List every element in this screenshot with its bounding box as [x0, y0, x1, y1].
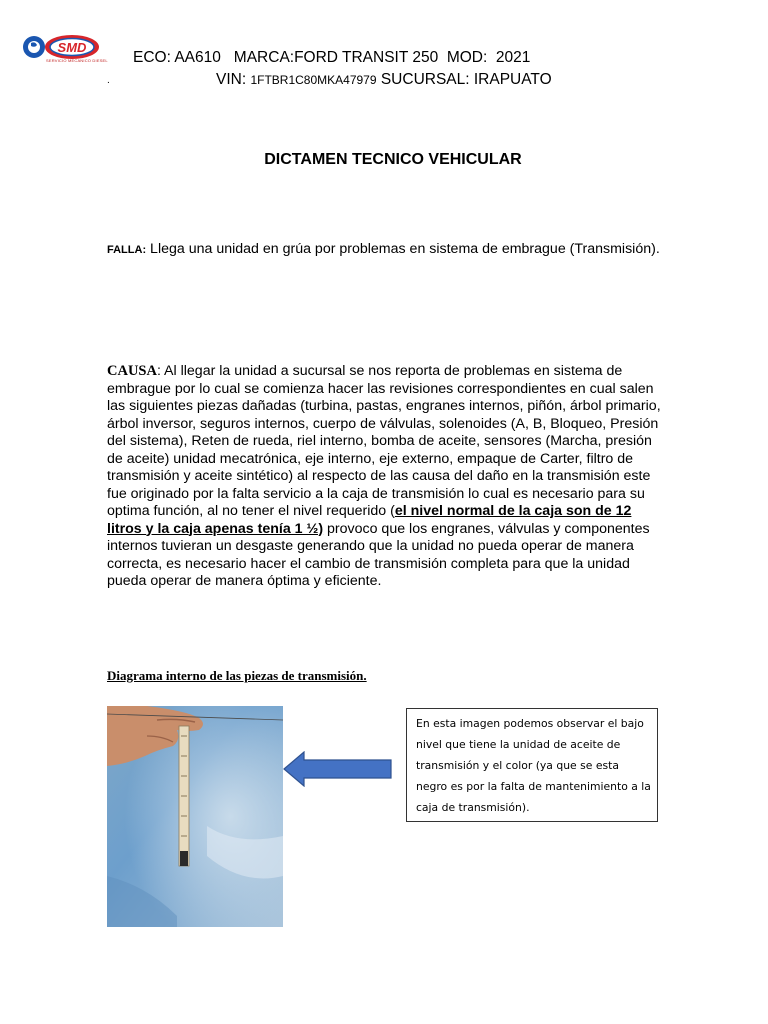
- falla-label: FALLA:: [107, 244, 147, 256]
- causa-text-after: provoco que los engranes, válvulas y componentes internos tuvieran un desgaste generando que la unidad no pueda operar de manera correcta, es necesario hacer el cambio de transmisión completa para que la unidad pueda operar de manera óptima y eficiente.: [107, 520, 650, 589]
- sucursal-text: SUCURSAL: IRAPUATO: [376, 71, 552, 88]
- causa-text-before: : Al llegar la unidad a sucursal se nos reporta de problemas en sistema de embrague por lo cual se comienza hacer las revisiones correspondientes en cual salen las siguientes piezas dañadas (turbina, pastas, engranes internos, piñón, árbol primario, árbol inversor, seguros internos, cuerpo de válvulas, solenoides (A, B, Bloqueo, Presión del sistema), Reten de rueda, riel interno, bomba de aceite, sensores (Marcha, presión de aceite) unidad mecatrónica, eje interno, eje externo, empaque de Carter, filtro de transmisión y aceite sintético) al respecto de las causa del daño en la transmisión este fue originado por la falta servicio a la caja de transmisión lo cual es necesario para su optima función, al no tener el nivel requerido (: [107, 363, 661, 519]
- note-box: En esta imagen podemos observar el bajo nivel que tiene la unidad de aceite de transmisión y el color (ya que se esta negro es por la falta de mantenimiento a la caja de transmisión).: [406, 708, 658, 822]
- company-logo: [22, 30, 100, 70]
- causa-paragraph: [107, 363, 662, 591]
- diagram-title: Diagrama interno de las piezas de transmisión.: [107, 668, 367, 683]
- page-title: DICTAMEN TECNICO VEHICULAR: [264, 151, 522, 168]
- logo-subtext: SERVICIO MECANICO DIESEL: [46, 58, 108, 63]
- vehicle-info-line: ECO: AA610 MARCA:FORD TRANSIT 250 MOD: 2021: [133, 49, 531, 66]
- vin-value: 1FTBR1C80MKA47979: [250, 73, 377, 87]
- logo-text: SMD: [57, 40, 87, 55]
- causa-emphasis: el nivel normal de la caja son de 12 litros y la caja apenas tenía 1 ½): [107, 503, 632, 537]
- vin-label: VIN:: [216, 71, 251, 88]
- falla-paragraph: [107, 240, 660, 260]
- header-dot: .: [107, 75, 110, 86]
- left-arrow-icon: [283, 751, 393, 787]
- causa-label: CAUSA: [107, 363, 157, 379]
- falla-text: Llega una unidad en grúa por problemas en sistema de embrague (Transmisión).: [146, 241, 660, 257]
- dipstick-photo: [107, 706, 283, 927]
- vin-line: [216, 71, 552, 89]
